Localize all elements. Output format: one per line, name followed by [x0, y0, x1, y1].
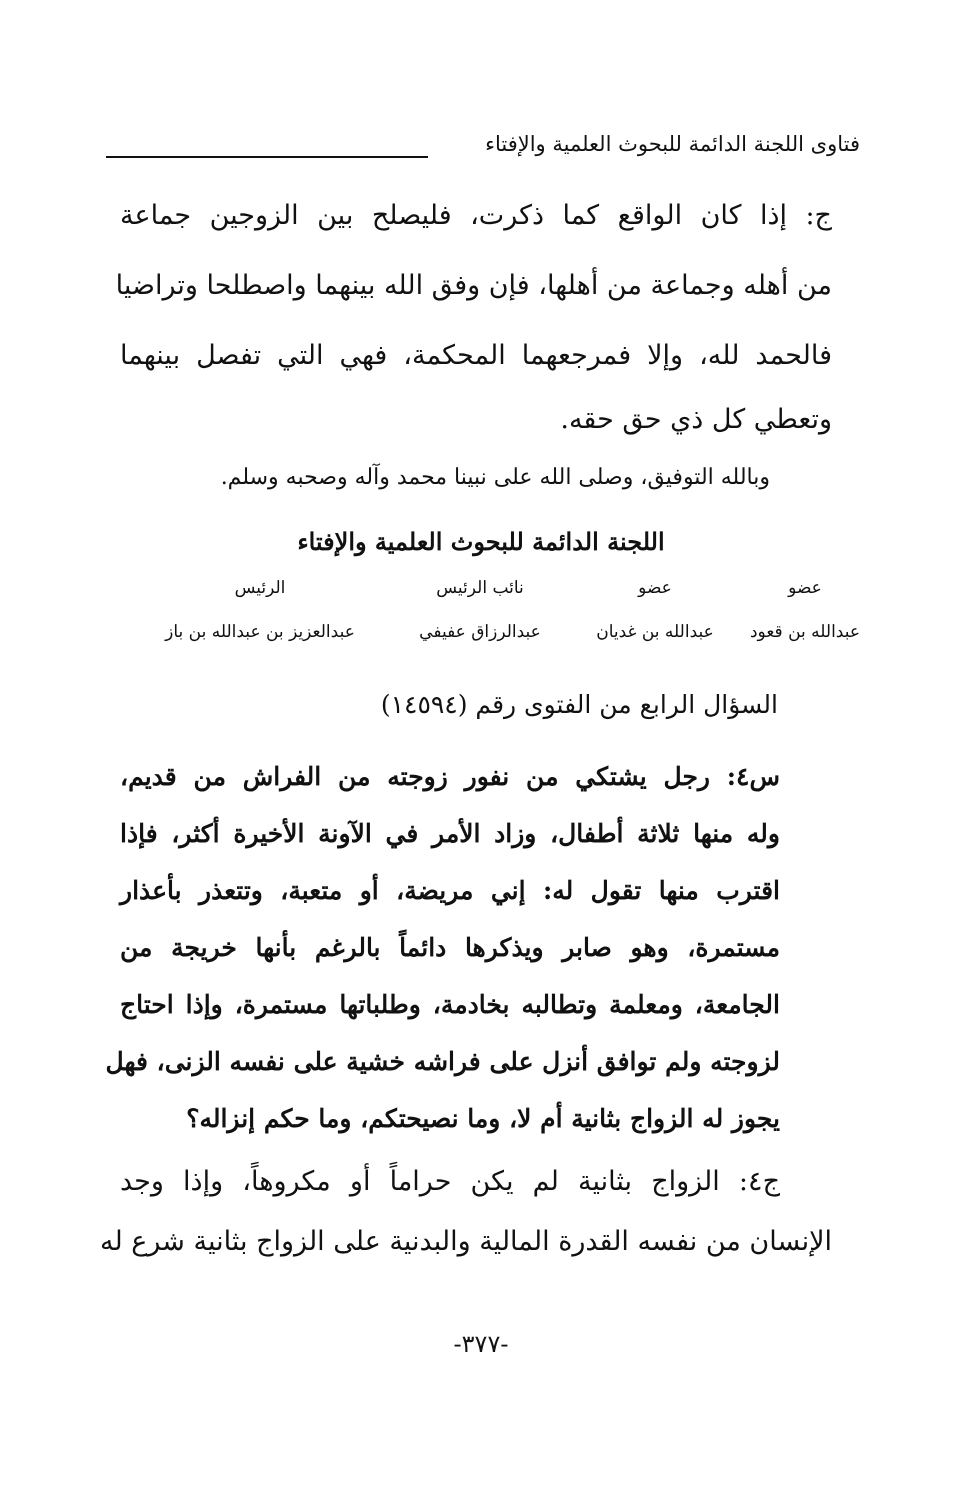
- question-line: يجوز له الزواج بثانية أم لا، وما نصيحتكم، وما حكم إنزاله؟: [186, 1104, 780, 1133]
- signatory-name: عبدالرزاق عفيفي: [419, 622, 541, 642]
- header-rule: [106, 156, 428, 158]
- signatory-role: عضو: [788, 578, 822, 598]
- signatory-role: نائب الرئيس: [436, 578, 524, 598]
- signatory-roles: [130, 578, 830, 604]
- answer: [99, 1162, 832, 1282]
- running-header: [100, 132, 860, 172]
- closing-prayer: وبالله التوفيق، وصلى الله على نبينا محمد وآله وصحبه وسلم.: [220, 465, 770, 490]
- signatory-name: عبدالله بن غديان: [596, 622, 714, 642]
- previous-answer-line: ج: إذا كان الواقع كما ذكرت، فليصلح بين الزوجين جماعة: [120, 200, 832, 231]
- previous-answer-line: وتعطي كل ذي حق حقه.: [560, 404, 832, 435]
- fatwa-reference: السؤال الرابع من الفتوى رقم (١٤٥٩٤): [380, 690, 778, 719]
- signatory-role: عضو: [638, 578, 672, 598]
- question: [105, 757, 781, 1157]
- previous-answer: [115, 196, 832, 436]
- question-line: مستمرة، وهو صابر ويذكرها دائماً بالرغم بأنها خريجة من: [120, 933, 780, 962]
- answer-line: الإنسان من نفسه القدرة المالية والبدنية على الزواج بثانية شرع له: [99, 1226, 832, 1257]
- previous-answer-line: من أهله وجماعة من أهلها، فإن وفق الله بينهما واصطلحا وتراضيا: [115, 270, 832, 301]
- question-line: س٤: رجل يشتكي من نفور زوجته من الفراش من قديم،: [120, 762, 780, 791]
- signatory-names: [130, 622, 860, 648]
- question-line: اقترب منها تقول له: إني مريضة، أو متعبة، وتتعذر بأعذار: [120, 876, 781, 905]
- signatory-name: عبدالعزيز بن عبدالله بن باز: [165, 622, 355, 642]
- answer-line: ج٤: الزواج بثانية لم يكن حراماً أو مكروهاً، وإذا وجد: [120, 1166, 780, 1197]
- question-line: الجامعة، ومعلمة وتطالبه بخادمة، وطلباتها مستمرة، وإذا احتاج: [120, 990, 780, 1019]
- signatory-role: الرئيس: [234, 578, 286, 598]
- question-line: وله منها ثلاثة أطفال، وزاد الأمر في الآونة الأخيرة أكثر، فإذا: [120, 819, 780, 848]
- page-number: -٣٧٧-: [453, 1330, 509, 1358]
- question-line: لزوجته ولم توافق أنزل على فراشه خشية على نفسه الزنى، فهل: [105, 1047, 780, 1076]
- previous-answer-line: فالحمد لله، وإلا فمرجعهما المحكمة، فهي التي تفصل بينهما: [120, 340, 832, 371]
- header-title: فتاوى اللجنة الدائمة للبحوث العلمية والإفتاء: [485, 132, 860, 156]
- signatory-name: عبدالله بن قعود: [749, 622, 860, 642]
- committee-name: اللجنة الدائمة للبحوث العلمية والإفتاء: [297, 527, 665, 556]
